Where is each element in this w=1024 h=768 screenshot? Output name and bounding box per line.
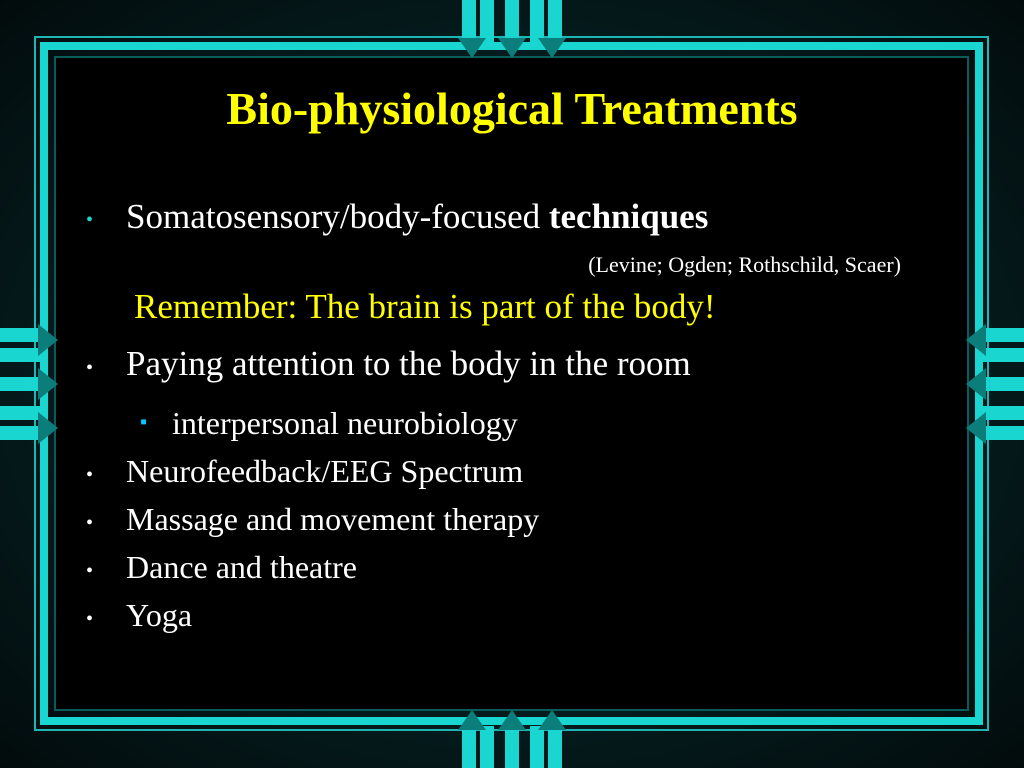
bullet-marker: • bbox=[86, 512, 94, 534]
bullet-marker: • bbox=[86, 357, 94, 379]
bullet-marker: • bbox=[86, 608, 94, 630]
bullet-paying-attention: Paying attention to the body in the room bbox=[126, 344, 691, 383]
slide-title: Bio-physiological Treatments bbox=[226, 83, 798, 134]
citation: (Levine; Ogden; Rothschild, Scaer) bbox=[588, 252, 901, 277]
bullet-text: Somatosensory/body-focused bbox=[126, 197, 549, 236]
bullet-somatosensory bbox=[126, 197, 708, 237]
chevron-ornament-left bbox=[0, 322, 60, 446]
bullet-marker: • bbox=[86, 464, 94, 486]
sub-bullet-marker: ▪ bbox=[140, 411, 148, 433]
bullet-massage-movement: Massage and movement therapy bbox=[126, 501, 540, 537]
chevron-ornament-top bbox=[456, 0, 568, 60]
sub-bullet-interpersonal-neurobiology: interpersonal neurobiology bbox=[172, 405, 518, 441]
bullet-dance-theatre: Dance and theatre bbox=[126, 549, 357, 585]
chevron-ornament-right bbox=[964, 322, 1024, 446]
bullet-emphasis: techniques bbox=[548, 197, 709, 236]
bullet-yoga: Yoga bbox=[126, 597, 193, 633]
bullet-marker: • bbox=[86, 560, 94, 582]
bullet-marker: • bbox=[86, 209, 94, 231]
highlight-remember: Remember: The brain is part of the body! bbox=[134, 287, 716, 326]
chevron-ornament-bottom bbox=[456, 708, 568, 768]
bullet-neurofeedback: Neurofeedback/EEG Spectrum bbox=[126, 453, 524, 489]
